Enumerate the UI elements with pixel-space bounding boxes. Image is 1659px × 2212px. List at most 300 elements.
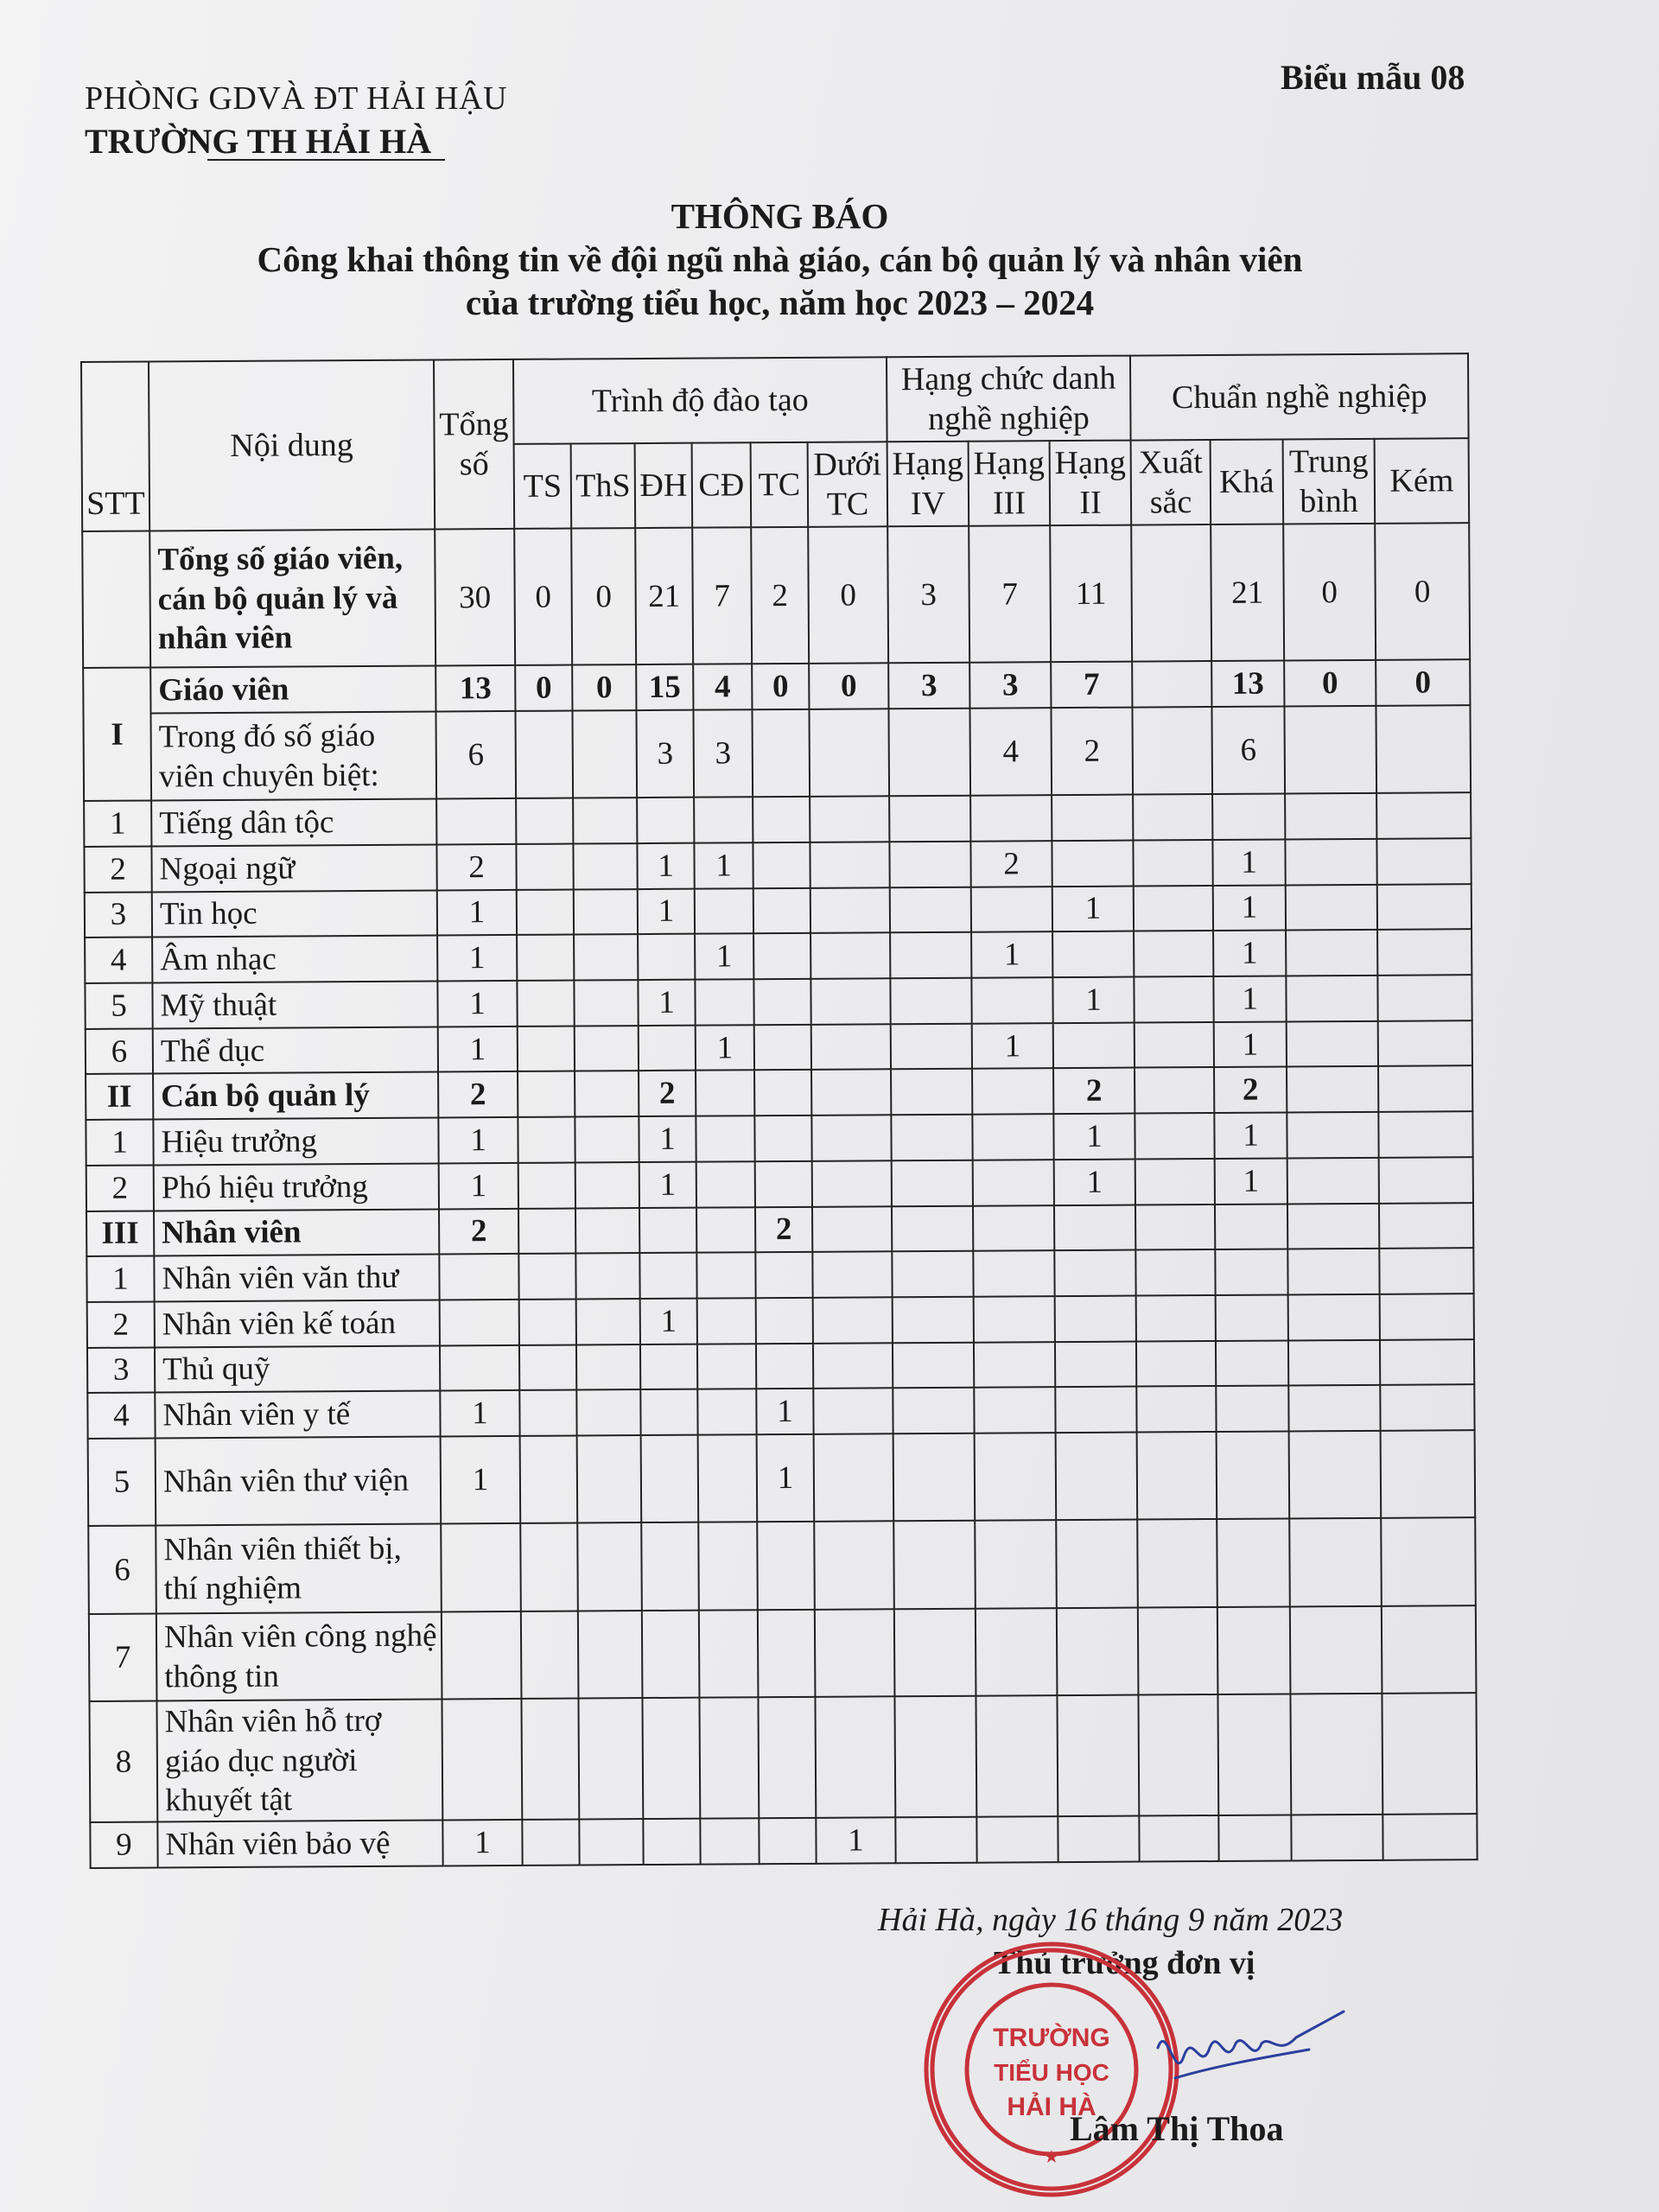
handwritten-signature [1123,1996,1348,2117]
table-cell [1290,1606,1382,1694]
table-cell [810,887,890,933]
table-cell: 1 [695,934,753,980]
table-cell [974,1296,1055,1342]
table-cell: 2 [1214,1067,1287,1113]
row-stt: 3 [87,1347,155,1393]
table-cell [891,1115,972,1160]
table-cell [813,1343,893,1389]
table-cell [815,1609,895,1697]
table-cell [697,1389,756,1435]
table-cell [1287,1021,1378,1067]
table-cell [1288,1339,1380,1385]
table-cell: 0 [571,528,636,665]
table-cell [637,798,694,843]
table-cell [1055,1341,1136,1387]
table-cell [972,1114,1053,1160]
table-cell: 1 [971,931,1052,977]
table-cell [1377,975,1471,1020]
table-cell [759,1818,816,1864]
table-cell: 2 [439,1208,518,1254]
table-cell [893,1342,974,1388]
header-hang-iv: Hạng IV [887,442,969,527]
row-label: Giáo viên [150,666,435,714]
table-cell: 1 [638,888,695,934]
table-cell [1057,1607,1139,1695]
table-cell [893,1433,976,1522]
table-cell [753,887,810,933]
table-row [83,659,1470,714]
table-cell [696,1161,755,1207]
table-cell [976,1608,1058,1696]
table-cell: 13 [435,665,515,711]
table-cell: 1 [440,1390,519,1436]
table-cell [892,1251,973,1297]
table-cell [696,1207,755,1253]
table-cell [1057,1695,1139,1816]
table-cell [517,935,574,981]
header-hang-iii: Hạng III [969,441,1051,526]
table-cell: 1 [1213,931,1286,976]
table-body [82,523,1477,1868]
table-cell [974,1342,1055,1388]
header-dh: ĐH [635,443,693,528]
table-row [90,1814,1477,1868]
table-cell [1055,1387,1136,1433]
table-cell [698,1434,758,1522]
table-cell [517,889,574,935]
table-cell [893,1521,976,1609]
table-cell [574,934,638,980]
table-cell [757,1522,815,1610]
table-cell: 7 [1051,662,1132,708]
table-cell [752,709,810,798]
table-cell [1285,793,1376,839]
table-cell [1132,661,1211,707]
table-cell [516,798,573,844]
table-cell [975,1433,1057,1521]
table-cell [1138,1607,1218,1695]
table-cell [812,1206,892,1252]
table-cell [754,1025,811,1071]
table-cell [1287,1203,1379,1249]
table-cell: 1 [757,1434,815,1522]
table-row [84,792,1471,847]
table-cell [1287,1066,1378,1112]
table-cell [695,888,753,934]
table-cell [521,1611,579,1699]
table-cell [700,1818,759,1864]
row-stt: 2 [84,846,151,892]
table-cell [971,887,1052,932]
table-cell: 0 [515,665,572,711]
table-row [86,1111,1472,1166]
table-cell: 1 [694,842,753,888]
table-cell: 0 [808,526,888,664]
table-cell [893,1388,974,1433]
seal-text-line1: TRƯỜNG [993,2024,1110,2052]
document-title-block [0,194,1560,324]
table-cell [810,842,889,887]
header-stt: STT [81,362,149,531]
row-stt: 7 [89,1613,157,1701]
header-hang-ii: Hạng II [1050,441,1132,526]
table-cell [1135,1205,1215,1250]
table-cell [814,1522,894,1610]
table-cell [890,932,971,978]
table-cell [573,798,637,843]
table-cell [696,1252,755,1298]
row-stt: 6 [86,1028,153,1074]
table-cell [440,1345,519,1391]
table-cell: 1 [1054,1159,1135,1205]
table-cell [1217,1606,1291,1694]
row-label: Nhân viên y tế [155,1391,440,1439]
table-cell [755,1252,812,1298]
table-cell [695,979,753,1025]
table-cell [572,710,637,798]
row-stt: 9 [90,1822,157,1868]
row-stt: 1 [86,1256,154,1302]
table-cell [1378,1020,1472,1066]
table-row [85,884,1471,938]
table-cell [1289,1431,1382,1519]
table-cell [893,1297,974,1343]
table-cell [1291,1815,1382,1861]
table-cell [894,1609,976,1697]
table-cell: 0 [572,664,636,710]
table-cell [753,842,810,888]
table-cell [1139,1815,1218,1861]
row-label: Tổng số giáo viên, cán bộ quản lý và nhân viên [149,529,435,667]
table-cell [810,797,889,842]
table-cell: 2 [438,1071,518,1117]
table-cell [976,1695,1058,1816]
table-cell [575,1162,639,1208]
table-cell [577,1522,642,1611]
table-cell [813,1389,893,1434]
table-cell [522,1820,579,1866]
table-cell [1217,1519,1290,1607]
table-cell [810,978,890,1024]
row-label: Thể dục [153,1027,438,1074]
table-cell [1287,1158,1379,1204]
table-cell [1134,931,1213,976]
table-cell [697,1298,756,1344]
row-label: Nhân viên thiết bị, thí nghiệm [156,1524,442,1613]
row-stt: 1 [84,801,151,847]
table-cell [970,795,1052,841]
table-cell [1136,1295,1216,1341]
table-cell: 0 [809,663,888,709]
table-cell [891,1069,972,1115]
table-cell [758,1697,816,1818]
document-subtitle-line2: của trường tiểu học, năm học 2023 – 2024 [465,283,1095,322]
table-cell [891,1023,972,1069]
header-noi-dung: Nội dung [149,360,435,531]
table-cell [890,887,971,932]
table-cell [696,1116,754,1161]
table-cell [1137,1519,1217,1607]
table-cell [694,797,753,842]
table-cell [643,1819,700,1865]
row-stt: I [83,668,151,802]
seal-star: ★ [1044,2148,1059,2165]
table-cell: 1 [639,1162,696,1208]
row-stt: 6 [88,1526,156,1614]
row-stt: II [86,1074,153,1120]
table-cell [578,1611,643,1699]
header-ths: ThS [571,443,636,528]
table-cell [1052,795,1133,841]
table-cell [1136,1386,1216,1432]
table-cell [811,1070,891,1116]
table-cell [573,843,637,889]
table-cell [517,981,574,1027]
table-cell [753,797,810,842]
table-cell: 2 [1051,707,1133,795]
table-cell [1216,1340,1288,1386]
table-cell: 1 [639,1116,696,1162]
school-name-text: TRƯỜNG TH HẢI HÀ [85,122,432,161]
table-cell [442,1611,522,1700]
table-cell [1382,1814,1477,1860]
table-cell: 0 [514,529,572,666]
header-kha: Khá [1211,440,1284,525]
form-label: Biểu mẫu 08 [1281,58,1465,97]
table-cell [1378,1066,1472,1112]
table-cell: 0 [1283,524,1376,661]
table-cell [696,1071,754,1116]
table-cell [754,1116,811,1161]
row-label: Thủ quỹ [155,1345,440,1393]
table-row [84,838,1471,893]
table-cell [521,1699,579,1820]
row-label: Tiếng dân tộc [151,799,436,847]
table-cell [1138,1694,1218,1815]
row-label: Hiệu trưởng [153,1118,438,1166]
row-label: Phó hiệu trưởng [154,1163,439,1211]
table-cell: 3 [969,662,1051,708]
table-row [89,1605,1477,1701]
table-cell [814,1433,894,1522]
header-xuat-sac: Xuất sắc [1131,440,1211,525]
table-cell [753,979,810,1025]
table-cell [1286,976,1377,1021]
table-cell [758,1610,816,1698]
table-cell [894,1696,976,1817]
header-kem: Kém [1375,438,1470,524]
row-stt: 2 [87,1301,155,1347]
table-cell [976,1816,1058,1862]
table-cell: 1 [638,980,695,1026]
department-name: PHÒNG GDVÀ ĐT HẢI HẬU [85,80,508,117]
table-cell [1131,524,1211,662]
table-cell [642,1698,700,1819]
school-name [85,121,431,162]
table-cell [436,798,516,844]
table-cell: 15 [636,664,693,710]
row-label: Âm nhạc [152,936,437,983]
table-cell: 1 [437,935,517,981]
table-cell [518,1117,575,1163]
table-cell [1137,1432,1217,1520]
row-stt: 2 [86,1165,154,1211]
header-tong-so: Tổng số [434,359,514,530]
header-cd: CĐ [692,442,752,527]
table-row [88,1430,1476,1526]
table-row [86,1066,1472,1121]
row-label: Nhân viên kế toán [155,1300,440,1347]
table-cell: 0 [752,664,809,709]
table-cell: 1 [439,1163,518,1209]
table-row [82,523,1470,668]
header-ts: TS [514,444,572,529]
table-cell [889,796,970,842]
table-row [83,705,1471,801]
table-cell [889,842,970,887]
table-cell [972,1069,1053,1115]
table-cell [699,1697,759,1818]
seal-text-line3: HẢI HÀ [1007,2093,1096,2121]
table-cell [575,1026,639,1071]
table-cell [1288,1294,1380,1340]
table-cell [755,1161,812,1207]
table-cell [812,1160,892,1206]
table-cell [640,1344,697,1389]
table-row [88,1518,1476,1614]
table-cell [753,933,810,979]
table-cell [639,1025,696,1071]
table-cell [640,1389,697,1435]
header-chuan-nghe: Chuẩn nghề nghiệp [1130,353,1469,440]
table-cell [440,1300,519,1345]
row-label: Ngoại ngữ [151,844,436,892]
row-stt: 1 [86,1120,153,1166]
row-stt [82,531,150,669]
header-tc: TC [751,442,809,527]
table-cell [813,1297,893,1343]
table-cell [1136,1341,1216,1387]
table-cell [575,1208,639,1254]
row-label: Nhân viên bảo vệ [157,1821,442,1868]
table-cell [974,1387,1055,1433]
row-label: Nhân viên văn thư [154,1255,439,1302]
table-cell [1376,792,1471,838]
table-cell [575,1116,639,1162]
table-cell [1380,1385,1474,1431]
school-name-underline [207,159,445,161]
table-cell [576,1299,640,1344]
row-stt: 4 [87,1393,155,1439]
row-label: Mỹ thuật [152,982,437,1029]
table-cell: 2 [755,1206,812,1252]
table-cell [1290,1694,1382,1815]
table-cell [1133,840,1212,886]
table-cell [439,1254,518,1300]
table-cell: 3 [636,710,694,798]
table-cell [895,1817,976,1863]
table-cell [1377,884,1471,930]
table-cell [975,1521,1057,1609]
table-cell: 7 [969,525,1051,663]
table-cell [1056,1520,1138,1608]
table-cell: 21 [635,528,693,665]
table-cell: 1 [441,1436,521,1524]
row-label: Tin học [152,890,437,938]
table-cell [892,1205,973,1251]
table-cell: 2 [751,527,809,664]
table-cell [1133,794,1212,840]
table-cell [1215,1249,1287,1295]
table-cell: 1 [1213,976,1286,1022]
table-cell: 21 [1211,524,1284,661]
table-row [87,1385,1474,1440]
table-cell [1380,1339,1474,1385]
table-cell [1379,1203,1473,1249]
table-cell: 7 [692,527,752,664]
table-cell: 1 [972,1023,1053,1069]
table-cell [815,1696,895,1817]
row-stt: 8 [89,1701,157,1822]
table-cell [973,1205,1054,1251]
table-cell [1287,1249,1379,1294]
place-date: Hải Hà, ngày 16 tháng 9 năm 2023 [878,1902,1344,1938]
table-cell [1381,1430,1476,1518]
table-cell [1054,1205,1135,1250]
table-cell [1134,886,1213,931]
table-cell [1286,884,1377,930]
table-cell [1381,1518,1476,1606]
table-cell: 1 [816,1817,895,1863]
table-cell [971,977,1052,1023]
table-cell [698,1522,758,1611]
table-cell [442,1699,522,1820]
table-cell [1135,1113,1214,1159]
table-cell [973,1250,1054,1296]
table-cell: 2 [970,841,1052,887]
table-cell [890,978,971,1024]
table-cell [1052,931,1134,977]
table-cell: 1 [1214,1021,1287,1067]
table-cell [518,1162,575,1208]
table-cell [519,1390,576,1436]
table-cell: 1 [1212,839,1285,885]
table-cell [1058,1816,1139,1862]
table-cell [1056,1433,1138,1521]
table-cell [639,1253,696,1299]
table-cell [1218,1815,1291,1861]
table-row [87,1339,1474,1394]
table-cell [575,1253,639,1299]
table-cell [1215,1204,1287,1249]
header-trinh-do: Trình độ đào tạo [513,357,887,444]
table-cell [1380,1294,1474,1339]
table-cell: 0 [1284,660,1376,706]
table-cell [699,1610,759,1698]
table-cell [1286,930,1377,976]
row-stt: 5 [88,1439,156,1527]
table-cell [1287,1112,1378,1158]
table-row [85,975,1471,1029]
table-cell: 1 [1215,1158,1287,1204]
header-trung-binh: Trung bình [1283,439,1376,524]
table-cell [575,1071,639,1117]
table-cell [1379,1157,1473,1203]
table-cell [811,1024,891,1070]
table-row [85,930,1471,984]
table-cell [574,889,638,935]
table-cell [1135,1067,1214,1113]
